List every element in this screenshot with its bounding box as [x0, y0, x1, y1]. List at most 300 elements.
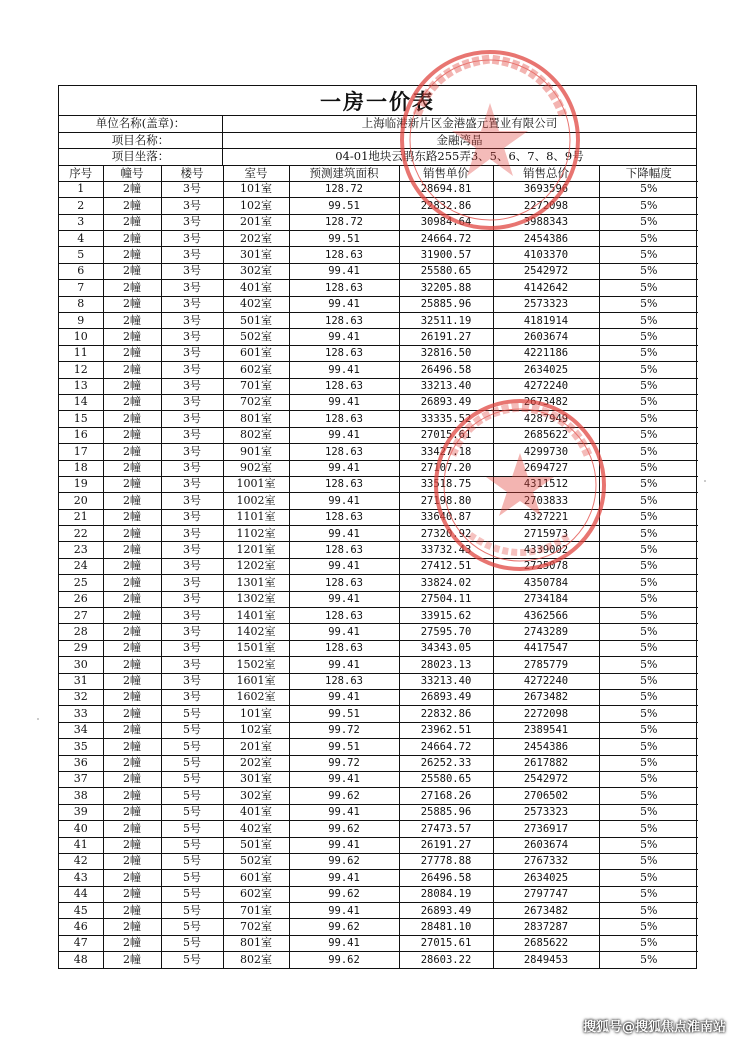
table-row	[59, 280, 698, 296]
table-cell: 33915.62	[399, 608, 493, 624]
table-cell: 2389541	[493, 722, 599, 738]
table-cell: 2幢	[103, 263, 161, 279]
table-cell: 5%	[599, 526, 698, 542]
table-cell: 2703833	[493, 493, 599, 509]
table-cell: 2603674	[493, 329, 599, 345]
table-row	[59, 378, 698, 394]
table-row	[59, 788, 698, 804]
table-cell: 2幢	[103, 427, 161, 443]
table-cell: 24	[59, 558, 103, 574]
table-cell: 99.41	[289, 935, 399, 951]
table-row	[59, 804, 698, 820]
table-cell: 11	[59, 345, 103, 361]
table-cell: 3号	[161, 394, 223, 410]
table-cell: 501室	[223, 837, 289, 853]
table-cell: 5%	[599, 886, 698, 902]
table-cell: 2634025	[493, 870, 599, 886]
table-cell: 401室	[223, 804, 289, 820]
table-cell: 128.72	[289, 181, 399, 197]
table-cell: 2幢	[103, 673, 161, 689]
table-cell: 5%	[599, 919, 698, 935]
table-cell: 6	[59, 263, 103, 279]
table-cell: 13	[59, 378, 103, 394]
table-cell: 2幢	[103, 280, 161, 296]
table-cell: 99.72	[289, 722, 399, 738]
table-cell: 5号	[161, 853, 223, 869]
table-cell: 5%	[599, 362, 698, 378]
table-cell: 27778.88	[399, 853, 493, 869]
table-cell: 602室	[223, 886, 289, 902]
table-cell: 4181914	[493, 313, 599, 329]
table-cell: 30	[59, 657, 103, 673]
table-row	[59, 526, 698, 542]
table-cell: 19	[59, 476, 103, 492]
table-cell: 2幢	[103, 657, 161, 673]
table-cell: 2685622	[493, 427, 599, 443]
table-cell: 128.63	[289, 378, 399, 394]
table-cell: 128.63	[289, 673, 399, 689]
table-cell: 128.63	[289, 640, 399, 656]
table-cell: 26496.58	[399, 362, 493, 378]
table-cell: 2725078	[493, 558, 599, 574]
table-row	[59, 771, 698, 787]
table-cell: 2幢	[103, 821, 161, 837]
table-cell: 128.63	[289, 608, 399, 624]
table-cell: 26893.49	[399, 690, 493, 706]
table-cell: 128.63	[289, 575, 399, 591]
table-cell: 3号	[161, 378, 223, 394]
table-cell: 99.41	[289, 804, 399, 820]
table-cell: 27107.20	[399, 460, 493, 476]
table-row	[59, 690, 698, 706]
table-cell: 99.41	[289, 771, 399, 787]
table-cell: 3号	[161, 280, 223, 296]
table-row	[59, 886, 698, 902]
table-cell: 2幢	[103, 903, 161, 919]
table-cell: 99.62	[289, 952, 399, 968]
table-cell: 3号	[161, 231, 223, 247]
table-cell: 2幢	[103, 296, 161, 312]
table-cell: 25885.96	[399, 804, 493, 820]
table-cell: 702室	[223, 394, 289, 410]
table-row	[59, 739, 698, 755]
table-row	[59, 231, 698, 247]
table-cell: 2幢	[103, 608, 161, 624]
table-cell: 2幢	[103, 214, 161, 230]
table-row	[59, 444, 698, 460]
table-cell: 48	[59, 952, 103, 968]
table-cell: 33732.43	[399, 542, 493, 558]
table-cell: 27198.80	[399, 493, 493, 509]
table-cell: 4287949	[493, 411, 599, 427]
table-cell: 99.62	[289, 821, 399, 837]
table-cell: 5号	[161, 722, 223, 738]
table-cell: 3号	[161, 263, 223, 279]
table-cell: 2幢	[103, 476, 161, 492]
table-cell: 1001室	[223, 476, 289, 492]
table-cell: 4299730	[493, 444, 599, 460]
table-cell: 4311512	[493, 476, 599, 492]
table-cell: 5%	[599, 657, 698, 673]
company-value: 上海临港新片区金港盛元置业有限公司	[361, 116, 558, 130]
table-cell: 37	[59, 771, 103, 787]
table-cell: 26893.49	[399, 903, 493, 919]
table-cell: 12	[59, 362, 103, 378]
table-cell: 5%	[599, 706, 698, 722]
table-cell: 2	[59, 198, 103, 214]
table-cell: 26191.27	[399, 837, 493, 853]
table-cell: 99.51	[289, 198, 399, 214]
table-row	[59, 394, 698, 410]
table-cell: 27412.51	[399, 558, 493, 574]
table-cell: 128.63	[289, 345, 399, 361]
table-cell: 26496.58	[399, 870, 493, 886]
table-cell: 2幢	[103, 509, 161, 525]
table-cell: 5%	[599, 394, 698, 410]
table-cell: 2743289	[493, 624, 599, 640]
table-cell: 2幢	[103, 837, 161, 853]
table-cell: 2685622	[493, 935, 599, 951]
table-cell: 38	[59, 788, 103, 804]
table-cell: 502室	[223, 853, 289, 869]
table-cell: 5%	[599, 493, 698, 509]
table-cell: 5号	[161, 821, 223, 837]
table-cell: 1102室	[223, 526, 289, 542]
table-cell: 2幢	[103, 493, 161, 509]
scan-speck	[704, 480, 706, 482]
table-cell: 2幢	[103, 706, 161, 722]
table-cell: 32205.88	[399, 280, 493, 296]
table-cell: 128.63	[289, 444, 399, 460]
table-cell: 99.41	[289, 493, 399, 509]
table-cell: 5%	[599, 378, 698, 394]
table-cell: 5号	[161, 788, 223, 804]
table-cell: 4350784	[493, 575, 599, 591]
table-cell: 1	[59, 181, 103, 197]
table-row	[59, 493, 698, 509]
table-cell: 5%	[599, 231, 698, 247]
table-cell: 2幢	[103, 771, 161, 787]
table-cell: 3号	[161, 657, 223, 673]
table-cell: 2736917	[493, 821, 599, 837]
table-cell: 27595.70	[399, 624, 493, 640]
column-header: 室号	[223, 166, 289, 182]
table-cell: 99.62	[289, 886, 399, 902]
table-cell: 5号	[161, 804, 223, 820]
table-cell: 5号	[161, 919, 223, 935]
table-cell: 5%	[599, 214, 698, 230]
table-cell: 2幢	[103, 591, 161, 607]
table-cell: 3号	[161, 247, 223, 263]
column-header: 楼号	[161, 166, 223, 182]
table-cell: 3号	[161, 345, 223, 361]
table-cell: 5%	[599, 181, 698, 197]
table-cell: 26252.33	[399, 755, 493, 771]
table-cell: 5号	[161, 837, 223, 853]
table-cell: 2幢	[103, 329, 161, 345]
table-cell: 102室	[223, 722, 289, 738]
table-cell: 7	[59, 280, 103, 296]
table-cell: 5%	[599, 460, 698, 476]
table-row	[59, 329, 698, 345]
table-cell: 99.72	[289, 755, 399, 771]
table-cell: 5%	[599, 411, 698, 427]
table-cell: 3号	[161, 313, 223, 329]
table-cell: 801室	[223, 935, 289, 951]
table-cell: 9	[59, 313, 103, 329]
table-cell: 3号	[161, 640, 223, 656]
table-row	[59, 460, 698, 476]
table-cell: 5%	[599, 575, 698, 591]
table-cell: 99.51	[289, 739, 399, 755]
table-cell: 2幢	[103, 411, 161, 427]
table-cell: 26191.27	[399, 329, 493, 345]
table-row	[59, 591, 698, 607]
table-cell: 3号	[161, 411, 223, 427]
table-cell: 2幢	[103, 804, 161, 820]
table-cell: 34343.05	[399, 640, 493, 656]
table-cell: 5%	[599, 296, 698, 312]
table-cell: 1402室	[223, 624, 289, 640]
table-cell: 3号	[161, 362, 223, 378]
table-cell: 1602室	[223, 690, 289, 706]
table-cell: 2幢	[103, 788, 161, 804]
table-cell: 5%	[599, 640, 698, 656]
table-cell: 3号	[161, 526, 223, 542]
table-cell: 17	[59, 444, 103, 460]
table-cell: 10	[59, 329, 103, 345]
table-cell: 47	[59, 935, 103, 951]
table-cell: 99.41	[289, 296, 399, 312]
table-cell: 4	[59, 231, 103, 247]
table-cell: 502室	[223, 329, 289, 345]
table-row	[59, 542, 698, 558]
table-cell: 5%	[599, 952, 698, 968]
table-cell: 28481.10	[399, 919, 493, 935]
table-cell: 99.62	[289, 788, 399, 804]
table-cell: 4327221	[493, 509, 599, 525]
table-cell: 201室	[223, 214, 289, 230]
table-cell: 2幢	[103, 526, 161, 542]
table-cell: 3号	[161, 444, 223, 460]
table-cell: 46	[59, 919, 103, 935]
table-cell: 701室	[223, 378, 289, 394]
table-cell: 5%	[599, 427, 698, 443]
table-cell: 701室	[223, 903, 289, 919]
table-cell: 2767332	[493, 853, 599, 869]
table-cell: 3号	[161, 608, 223, 624]
table-cell: 99.41	[289, 329, 399, 345]
table-cell: 2幢	[103, 378, 161, 394]
table-cell: 702室	[223, 919, 289, 935]
table-cell: 3号	[161, 460, 223, 476]
table-cell: 25580.65	[399, 771, 493, 787]
table-cell: 33213.40	[399, 378, 493, 394]
table-cell: 2673482	[493, 394, 599, 410]
table-cell: 802室	[223, 952, 289, 968]
table-cell: 3号	[161, 296, 223, 312]
table-cell: 27015.61	[399, 935, 493, 951]
table-row	[59, 837, 698, 853]
table-cell: 5%	[599, 673, 698, 689]
table-cell: 302室	[223, 788, 289, 804]
table-cell: 1601室	[223, 673, 289, 689]
table-cell: 33	[59, 706, 103, 722]
table-cell: 5%	[599, 558, 698, 574]
table-cell: 2797747	[493, 886, 599, 902]
table-cell: 26	[59, 591, 103, 607]
table-cell: 99.51	[289, 231, 399, 247]
table-cell: 2幢	[103, 542, 161, 558]
table-row	[59, 673, 698, 689]
table-cell: 33518.75	[399, 476, 493, 492]
watermark-text: 搜狐号@搜狐焦点淮南站	[582, 1020, 726, 1035]
table-cell: 5%	[599, 755, 698, 771]
table-row	[59, 903, 698, 919]
table-cell: 2454386	[493, 231, 599, 247]
table-cell: 5%	[599, 739, 698, 755]
table-cell: 99.41	[289, 460, 399, 476]
price-table-sheet	[58, 85, 697, 969]
column-header: 销售单价	[399, 166, 493, 182]
table-cell: 3号	[161, 591, 223, 607]
table-cell: 2幢	[103, 952, 161, 968]
table-cell: 2幢	[103, 362, 161, 378]
table-cell: 16	[59, 427, 103, 443]
info-row-project	[59, 133, 696, 150]
table-cell: 202室	[223, 755, 289, 771]
table-row	[59, 870, 698, 886]
table-cell: 4272240	[493, 673, 599, 689]
table-cell: 27504.11	[399, 591, 493, 607]
table-cell: 5%	[599, 313, 698, 329]
table-cell: 4272240	[493, 378, 599, 394]
table-cell: 2幢	[103, 198, 161, 214]
table-cell: 402室	[223, 821, 289, 837]
table-cell: 5%	[599, 903, 698, 919]
table-row	[59, 263, 698, 279]
table-cell: 2785779	[493, 657, 599, 673]
table-cell: 2幢	[103, 853, 161, 869]
table-cell: 3号	[161, 624, 223, 640]
table-cell: 302室	[223, 263, 289, 279]
table-cell: 5号	[161, 903, 223, 919]
table-cell: 5%	[599, 722, 698, 738]
table-cell: 29	[59, 640, 103, 656]
table-cell: 2849453	[493, 952, 599, 968]
table-cell: 2603674	[493, 837, 599, 853]
table-cell: 101室	[223, 181, 289, 197]
table-cell: 3号	[161, 690, 223, 706]
column-header: 预测建筑面积	[289, 166, 399, 182]
table-cell: 2幢	[103, 231, 161, 247]
table-cell: 201室	[223, 739, 289, 755]
table-cell: 2734184	[493, 591, 599, 607]
table-cell: 2幢	[103, 935, 161, 951]
table-cell: 99.41	[289, 591, 399, 607]
table-cell: 99.41	[289, 690, 399, 706]
table-row	[59, 411, 698, 427]
table-cell: 2幢	[103, 722, 161, 738]
table-cell: 5%	[599, 804, 698, 820]
table-cell: 902室	[223, 460, 289, 476]
table-cell: 3号	[161, 509, 223, 525]
table-cell: 3号	[161, 673, 223, 689]
table-row	[59, 952, 698, 968]
table-cell: 28603.22	[399, 952, 493, 968]
table-cell: 5%	[599, 444, 698, 460]
table-cell: 5%	[599, 263, 698, 279]
info-row-company	[59, 116, 696, 133]
table-cell: 5%	[599, 476, 698, 492]
table-cell: 22832.86	[399, 198, 493, 214]
table-cell: 20	[59, 493, 103, 509]
table-cell: 2715973	[493, 526, 599, 542]
table-row	[59, 935, 698, 951]
table-cell: 2幢	[103, 460, 161, 476]
table-row	[59, 198, 698, 214]
table-cell: 21	[59, 509, 103, 525]
table-cell: 3号	[161, 214, 223, 230]
table-cell: 99.41	[289, 427, 399, 443]
table-cell: 301室	[223, 771, 289, 787]
table-cell: 28	[59, 624, 103, 640]
table-cell: 99.41	[289, 558, 399, 574]
table-cell: 901室	[223, 444, 289, 460]
table-cell: 27	[59, 608, 103, 624]
location-value: 04-01地块云鹃东路255弄3、5、6、7、8、9号	[335, 149, 584, 163]
table-cell: 99.41	[289, 624, 399, 640]
table-cell: 25885.96	[399, 296, 493, 312]
table-cell: 35	[59, 739, 103, 755]
table-cell: 128.63	[289, 313, 399, 329]
table-cell: 601室	[223, 345, 289, 361]
column-header: 幢号	[103, 166, 161, 182]
table-cell: 26893.49	[399, 394, 493, 410]
table-cell: 99.41	[289, 903, 399, 919]
table-cell: 40	[59, 821, 103, 837]
table-cell: 128.63	[289, 280, 399, 296]
table-cell: 5号	[161, 935, 223, 951]
table-cell: 2617882	[493, 755, 599, 771]
table-cell: 33213.40	[399, 673, 493, 689]
table-row	[59, 722, 698, 738]
table-cell: 5号	[161, 739, 223, 755]
table-cell: 5%	[599, 690, 698, 706]
table-cell: 4339002	[493, 542, 599, 558]
table-cell: 5号	[161, 755, 223, 771]
project-label: 项目名称：	[59, 133, 223, 149]
table-cell: 33824.02	[399, 575, 493, 591]
table-row	[59, 575, 698, 591]
table-row	[59, 558, 698, 574]
table-cell: 2幢	[103, 558, 161, 574]
table-row	[59, 853, 698, 869]
table-cell: 2幢	[103, 345, 161, 361]
table-row	[59, 821, 698, 837]
column-header: 下降幅度	[599, 166, 698, 182]
table-cell: 3号	[161, 542, 223, 558]
table-cell: 1401室	[223, 608, 289, 624]
table-cell: 2542972	[493, 771, 599, 787]
table-cell: 25580.65	[399, 263, 493, 279]
table-cell: 2幢	[103, 444, 161, 460]
table-cell: 1201室	[223, 542, 289, 558]
table-cell: 28023.13	[399, 657, 493, 673]
table-cell: 31	[59, 673, 103, 689]
table-cell: 601室	[223, 870, 289, 886]
table-cell: 2673482	[493, 690, 599, 706]
